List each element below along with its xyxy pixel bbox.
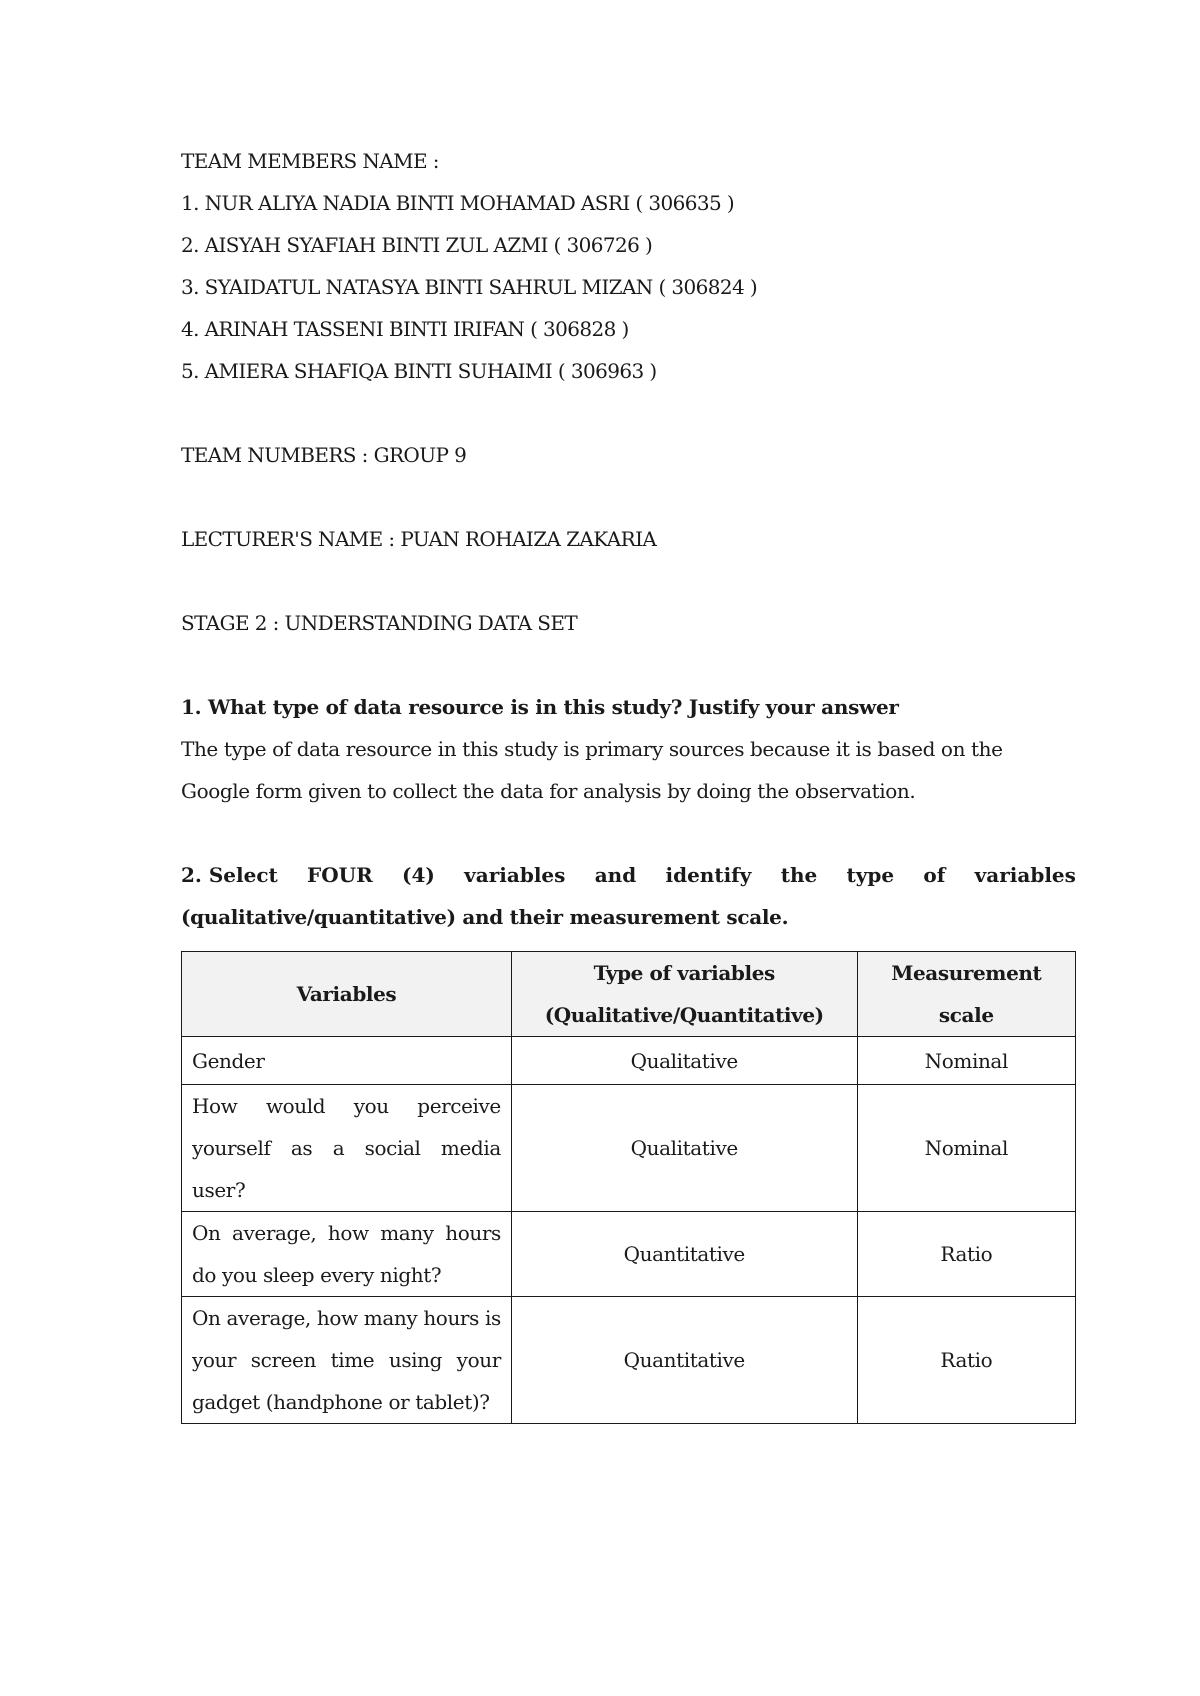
variable-cell: On average, how many hours do you sleep every night? xyxy=(182,1212,512,1297)
q2-word: FOUR xyxy=(307,863,373,887)
type-cell: Qualitative xyxy=(511,1037,857,1085)
team-member-4: 4. ARINAH TASSENI BINTI IRIFAN ( 306828 ) xyxy=(181,317,629,341)
table-row xyxy=(182,1037,1076,1085)
stage-title: STAGE 2 : UNDERSTANDING DATA SET xyxy=(181,611,578,635)
lecturer-name: LECTURER'S NAME : PUAN ROHAIZA ZAKARIA xyxy=(181,527,657,551)
variable-cell: How would you perceive yourself as a social media user? xyxy=(182,1085,512,1212)
answer-1-line-2: Google form given to collect the data for analysis by doing the observation. xyxy=(181,779,916,803)
table-row xyxy=(182,1085,1076,1212)
q2-word: the xyxy=(780,863,818,887)
team-number: TEAM NUMBERS : GROUP 9 xyxy=(181,443,467,467)
scale-cell: Ratio xyxy=(857,1297,1075,1424)
team-member-2: 2. AISYAH SYAFIAH BINTI ZUL AZMI ( 306726 ) xyxy=(181,233,653,257)
q2-word: (4) xyxy=(402,863,435,887)
q2-word: and xyxy=(594,863,637,887)
variable-cell: Gender xyxy=(182,1037,512,1085)
question-2-line-1 xyxy=(181,861,1076,889)
answer-1-line-1: The type of data resource in this study is primary sources because it is based on the xyxy=(181,737,1003,761)
q2-word: variables xyxy=(974,863,1076,887)
header-measurement-scale: Measurement scale xyxy=(857,952,1075,1037)
scale-cell: Nominal xyxy=(857,1085,1075,1212)
q2-word: type xyxy=(846,863,895,887)
table-row xyxy=(182,1297,1076,1424)
header-variables: Variables xyxy=(182,952,512,1037)
team-members-heading: TEAM MEMBERS NAME : xyxy=(181,149,439,173)
q2-word: identify xyxy=(665,863,752,887)
q2-word: of xyxy=(923,863,946,887)
q2-word: variables xyxy=(464,863,566,887)
table-header-row xyxy=(182,952,1076,1037)
scale-cell: Nominal xyxy=(857,1037,1075,1085)
type-cell: Qualitative xyxy=(511,1085,857,1212)
scale-cell: Ratio xyxy=(857,1212,1075,1297)
question-1: 1. What type of data resource is in this study? Justify your answer xyxy=(181,695,899,719)
q2-word: 2. Select xyxy=(181,863,278,887)
table-row xyxy=(182,1212,1076,1297)
team-member-1: 1. NUR ALIYA NADIA BINTI MOHAMAD ASRI ( 306635 ) xyxy=(181,191,735,215)
variable-cell: On average, how many hours is your screen time using your gadget (handphone or tablet)? xyxy=(182,1297,512,1424)
team-member-3: 3. SYAIDATUL NATASYA BINTI SAHRUL MIZAN ( 306824 ) xyxy=(181,275,758,299)
question-2-line-2: (qualitative/quantitative) and their measurement scale. xyxy=(181,905,789,929)
type-cell: Quantitative xyxy=(511,1297,857,1424)
type-cell: Quantitative xyxy=(511,1212,857,1297)
variables-table xyxy=(181,951,1076,1424)
header-type-of-variables: Type of variables (Qualitative/Quantitative) xyxy=(511,952,857,1037)
team-member-5: 5. AMIERA SHAFIQA BINTI SUHAIMI ( 306963 ) xyxy=(181,359,657,383)
